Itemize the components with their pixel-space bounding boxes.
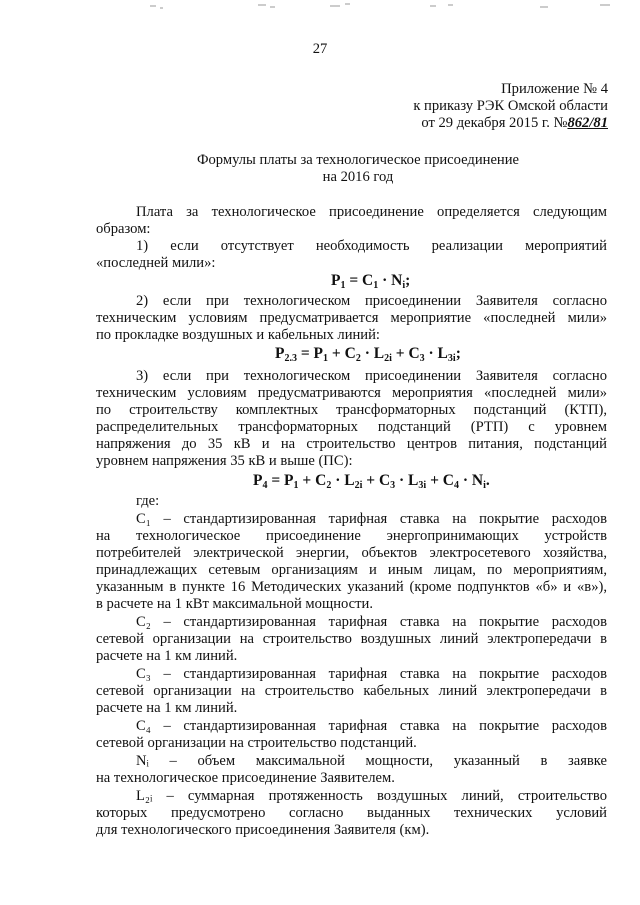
case2-line-3: по прокладке воздушных и кабельных линий: (96, 327, 380, 343)
case2-line-2: техническим условиям предусматривается мероприятие «последней мили» (96, 310, 607, 326)
def-c2-line-3: расчете на 1 км линий. (96, 648, 238, 664)
case1-line-2: «последней мили»: (96, 255, 216, 271)
def-l2i-line-2: которых предусмотрено согласно выданных технических условий (96, 805, 607, 821)
where-label: где: (136, 493, 160, 509)
def-l2i-line-1: L₂ᵢ – суммарная протяженность воздушных линий, строительство (136, 788, 607, 804)
def-c2-line-2: сетевой организации на строительство воздушных линий электропередачи в (96, 631, 607, 647)
formula-p1: $P_1 = C_1 \cdot N_i$; (331, 272, 411, 291)
title-line-2: на 2016 год (322, 169, 394, 185)
def-c3-line-2: сетевой организации на строительство кабельных линий электропередачи в (96, 683, 607, 699)
def-c1-line-4: принадлежащих сетевым организациям и иным лицам, по мероприятиям, (96, 562, 607, 578)
handwritten-order-number: 862/81 (567, 115, 608, 131)
def-c1-line-6: в расчете на 1 кВт максимальной мощности. (96, 596, 373, 612)
def-c1-line-1: C₁ – стандартизированная тарифная ставка на покрытие расходов (136, 511, 607, 527)
title-line-1: Формулы платы за технологическое присоединение (196, 152, 520, 168)
case3-line-5: напряжения до 35 кВ и на строительство центров питания, подстанций (96, 436, 607, 452)
intro-line-2: образом: (96, 221, 151, 237)
def-ni-line-2: на технологическое присоединение Заявителем. (96, 770, 395, 786)
formula-p4: $P_4 = P_1 + C_2 \cdot L_{2i} + C_3 \cdot L_{3i} + C_4 \cdot N_i$. (253, 472, 490, 491)
def-ni-line-1: Nᵢ – объем максимальной мощности, указанный в заявке (136, 753, 607, 769)
case3-line-1: 3) если при технологическом присоединении Заявителя согласно (136, 368, 607, 384)
def-c1-line-3: потребителей электрической энергии, объектов электросетевого хозяйства, (96, 545, 607, 561)
page-number: 27 (312, 41, 328, 57)
case3-line-6: уровнем напряжения 35 кВ и выше (ПС): (96, 453, 353, 469)
def-c4-line-2: сетевой организации на строительство подстанций. (96, 735, 417, 751)
case3-line-3: по строительству комплектных трансформаторных подстанций (КТП), (96, 402, 607, 418)
formula-p2-3: $P_{2.3} = P_1 + C_2 \cdot L_{2i} + C_3 \cdot L_{3i}$; (275, 345, 461, 364)
scan-noise-top (0, 0, 640, 18)
appendix-line-2: к приказу РЭК Омской области (413, 98, 608, 114)
def-c3-line-3: расчете на 1 км линий. (96, 700, 238, 716)
appendix-line-1: Приложение № 4 (501, 81, 608, 97)
intro-line-1: Плата за технологическое присоединение определяется следующим (136, 204, 607, 220)
case3-line-2: техническим условиям предусматриваются мероприятия «последней мили» (96, 385, 607, 401)
def-l2i-line-3: для технологического присоединения Заявителя (км). (96, 822, 430, 838)
def-c1-line-5: указанным в пункте 16 Методических указаний (кроме подпунктов «б» и «в»), (96, 579, 607, 595)
case1-line-1: 1) если отсутствует необходимость реализации мероприятий (136, 238, 607, 254)
appendix-date: от 29 декабря 2015 г. № (421, 115, 568, 131)
def-c2-line-1: C₂ – стандартизированная тарифная ставка на покрытие расходов (136, 614, 607, 630)
appendix-line-3 (300, 115, 608, 132)
def-c1-line-2: на технологическое присоединение энергопринимающих устройств (96, 528, 607, 544)
def-c4-line-1: C₄ – стандартизированная тарифная ставка на покрытие расходов (136, 718, 607, 734)
case3-line-4: распределительных трансформаторных подстанций (РТП) с уровнем (96, 419, 607, 435)
def-c3-line-1: C₃ – стандартизированная тарифная ставка на покрытие расходов (136, 666, 607, 682)
case2-line-1: 2) если при технологическом присоединении Заявителя согласно (136, 293, 607, 309)
